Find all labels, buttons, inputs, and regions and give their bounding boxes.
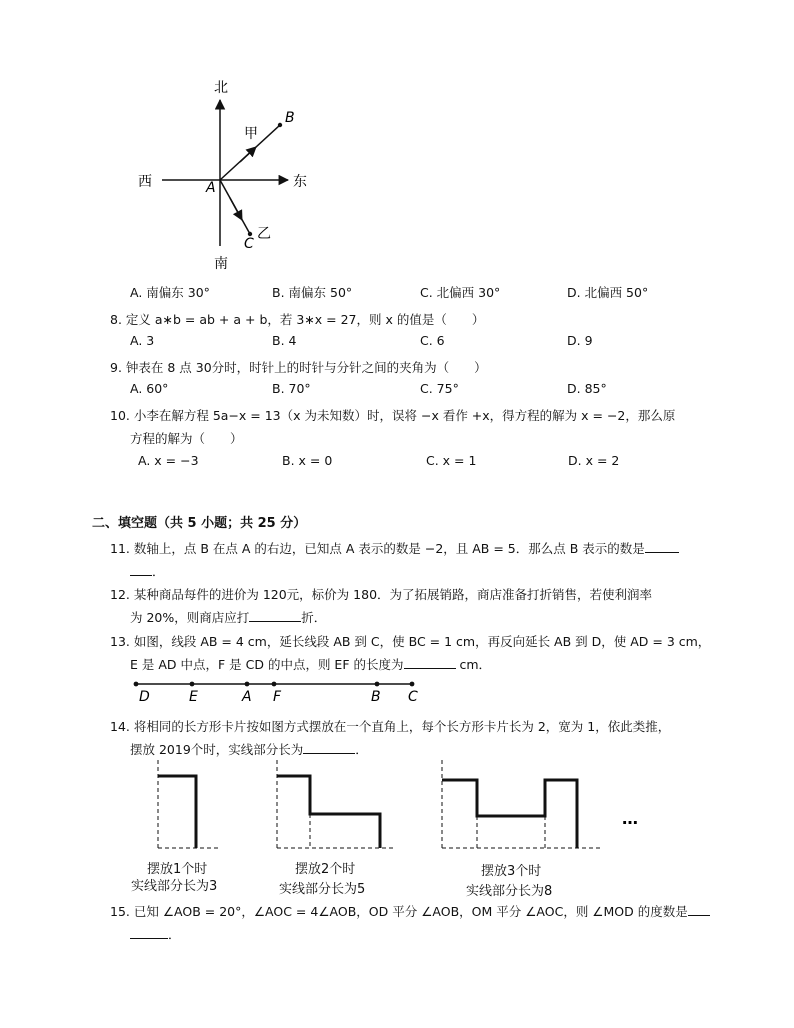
q8-option-c: C. 6 — [420, 333, 445, 348]
q7-option-c: C. 北偏西 30° — [420, 285, 501, 300]
label-north: 北 — [214, 80, 228, 96]
q13-text-post: cm． — [455, 657, 492, 672]
q12-question-line2 — [130, 608, 326, 626]
q14-question-line2: 摆放 2019个时，实线部分长为 ． — [130, 742, 368, 757]
point-e-dot — [190, 682, 195, 687]
label-point-a: A — [206, 180, 216, 196]
q10-question-line2: 方程的解为（ ） — [130, 431, 243, 446]
q9-option-b: B. 70° — [272, 381, 311, 396]
q10-option-a: A. x = −3 — [138, 453, 199, 468]
q8-question: 8. 定义 a∗b = ab + a + b，若 3∗x = 27，则 x 的值是（ ） — [110, 312, 485, 327]
ray-ac-arrow — [230, 198, 242, 220]
q8-option-a: A. 3 — [130, 333, 155, 348]
point-b-dot — [278, 123, 282, 127]
ellipsis: … — [622, 809, 638, 828]
q9-option-a: A. 60° — [130, 381, 169, 396]
q7-option-d: D. 北偏西 50° — [567, 285, 649, 300]
point-f-label: F — [273, 689, 282, 705]
caption-1-bottom: 实线部分长为3 — [131, 879, 218, 894]
q14-cards-figure — [140, 758, 660, 858]
q8-option-b: B. 4 — [272, 333, 297, 348]
q10-question-line1: 10. 小李在解方程 5a−x = 13（x 为未知数）时，误将 −x 看作 +x，得方程的解为 x = −2，那么原 — [110, 408, 676, 423]
label-yi: 乙 — [257, 226, 271, 242]
caption-2-top: 摆放2个时 — [295, 862, 356, 877]
q7-option-a: A. 南偏东 30° — [130, 285, 210, 300]
label-south: 南 — [214, 256, 228, 272]
section2-title: 二、填空题（共 5 小题；共 25 分） — [92, 516, 307, 531]
label-east: 东 — [293, 174, 307, 190]
q12-text-post: 折． — [301, 610, 327, 625]
label-point-c: C — [244, 236, 254, 252]
point-a-dot — [245, 682, 250, 687]
point-a-label: A — [242, 689, 252, 705]
ray-ab-arrow — [240, 147, 256, 162]
q15-text: 15. 已知 ∠AOB = 20°，∠AOC = 4∠AOB，OD 平分 ∠AOB，OM 平分 ∠AOC，则 ∠MOD 的度数是 — [110, 904, 688, 919]
point-c-label: C — [408, 689, 418, 705]
cards-figure-2 — [277, 760, 395, 848]
caption-3-bottom: 实线部分长为8 — [466, 884, 553, 899]
q15-question — [110, 902, 710, 920]
q11-text: 11. 数轴上，点 B 在点 A 的右边，已知点 A 表示的数是 −2，且 AB = 5．那么点 B 表示的数是 — [110, 541, 645, 556]
cards-figure-3 — [442, 760, 600, 848]
q10-option-d: D. x = 2 — [568, 453, 620, 468]
q10-option-b: B. x = 0 — [282, 453, 333, 468]
label-jia: 甲 — [244, 126, 258, 142]
q10-option-c: C. x = 1 — [426, 453, 477, 468]
q9-option-c: C. 75° — [420, 381, 459, 396]
q11-line2: ． — [130, 562, 165, 580]
point-d-dot — [134, 682, 139, 687]
q15-answer-blank-1[interactable] — [688, 903, 710, 916]
q7-option-b: B. 南偏东 50° — [272, 285, 353, 300]
point-b-dot-line — [375, 682, 380, 687]
cards-figure-1 — [158, 760, 220, 848]
q12-answer-blank[interactable] — [249, 609, 301, 622]
q12-question-line1: 12. 某种商品每件的进价为 120元，标价为 180．为了拓展销路，商店准备打折销售，若使利润率 — [110, 587, 653, 602]
caption-1-top: 摆放1个时 — [147, 862, 208, 877]
q11-answer-blank-2[interactable] — [130, 563, 152, 576]
point-c-dot-line — [410, 682, 415, 687]
point-e-label: E — [189, 689, 198, 705]
label-west: 西 — [138, 174, 152, 190]
q14-question-line1: 14. 将相同的长方形卡片按如图方式摆放在一个直角上，每个长方形卡片长为 2，宽为 1，依此类推， — [110, 719, 671, 734]
q15-line2: ． — [130, 925, 181, 943]
q13-question-line1: 13. 如图，线段 AB = 4 cm，延长线段 AB 到 C，使 BC = 1 cm，再反向延长 AB 到 D，使 AD = 3 cm， — [110, 634, 711, 649]
point-b-label: B — [371, 689, 381, 705]
caption-3-top: 摆放3个时 — [481, 864, 542, 879]
q13-question-line2 — [130, 655, 491, 673]
q13-text-pre: E 是 AD 中点，F 是 CD 的中点，则 EF 的长度为 — [130, 657, 404, 672]
point-f-dot — [272, 682, 277, 687]
q15-answer-blank-2[interactable] — [130, 926, 168, 939]
q14-text-pre: 摆放 2019个时，实线部分长为 — [130, 742, 304, 757]
q9-option-d: D. 85° — [567, 381, 607, 396]
q13-segment-figure — [128, 676, 428, 706]
point-d-label: D — [139, 689, 150, 705]
q12-text-pre: 为 20%，则商店应打 — [130, 610, 250, 625]
q11-question — [110, 539, 679, 557]
q14-answer-blank[interactable] — [303, 741, 355, 754]
caption-2-bottom: 实线部分长为5 — [279, 882, 366, 897]
q13-answer-blank[interactable] — [404, 656, 456, 669]
compass-figure — [130, 78, 320, 273]
q11-answer-blank-1[interactable] — [645, 540, 679, 553]
label-point-b: B — [285, 110, 295, 126]
q9-question: 9. 钟表在 8 点 30分时，时针上的时针与分针之间的夹角为（ ） — [110, 360, 487, 375]
q8-option-d: D. 9 — [567, 333, 593, 348]
